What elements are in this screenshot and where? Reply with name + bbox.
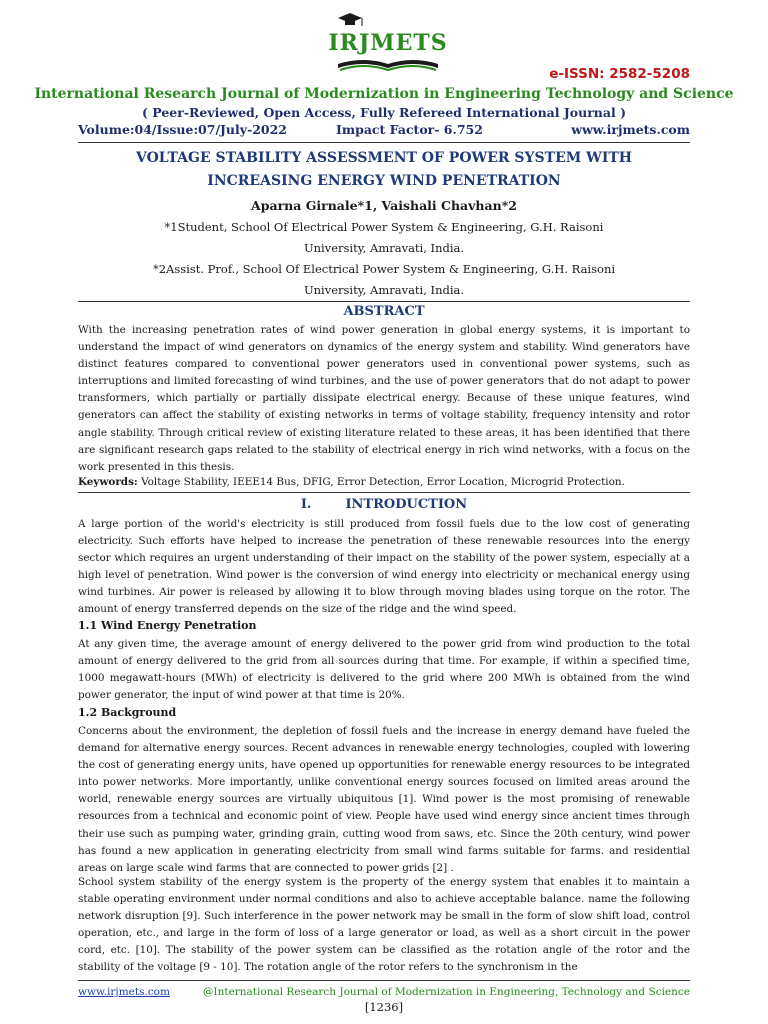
intro-paragraph-1: A large portion of the world's electricity is still produced from fossil fuels due to the low cost of generating electricity. Such efforts have helped to increase the penetration of these renewable resources into the energy sector which requires an urgent understanding of their impact on the stability of the power system, especially at a high level of penetration. Wind power is the conversion of wind energy into electricity or mechanical energy using wind turbines. Air power is released by allowing it to blow through moving blades using torque on the rotor. The amount of energy transferred depends on the size of the ridge and the wind speed. bbox=[78, 518, 690, 616]
intro-paragraph-3: Concerns about the environment, the depletion of fossil fuels and the increase in energy demand have fueled the demand for alternative energy sources. Recent advances in renewable energy technologies, coupled with lowering the cost of generating energy units, have opened up opportunities for renewable energy resources to be integrated into power networks. More importantly, unlike conventional energy sources focused on limited areas around the world, renewable energy sources are virtually ubiquitous [1]. Wind power is the most promising of renewable resources from a technical and economic point of view. People have used wind energy since ancient times through their use such as pumping water, grinding grain, cutting wood from saws, etc. Since the 20th century, wind power has found a new application in generating electricity from small wind farms suitable for farms. and residential areas on large scale wind farms that are connected to power grids [2] . bbox=[78, 725, 690, 874]
subsection-heading-1-1: 1.1 Wind Energy Penetration bbox=[78, 619, 257, 632]
intro-paragraph-4: School system stability of the energy system is the property of the energy system that enables it to maintain a stable operating environment under normal conditions and also to achieve acceptable balance. name the following network disruption [9]. Such interference in the power network may be small in the form of slow shift load, control operation, etc., and large in the form of loss of a large generator or load, as well as a short circuit in the power cord, etc. [10]. The stability of the power system can be classified as the rotation angle of the rotor and the stability of the voltage [9 - 10]. The rotation angle of the rotor refers to the synchronism in the bbox=[78, 876, 690, 974]
introduction-heading bbox=[0, 497, 768, 512]
footer-divider bbox=[78, 980, 690, 981]
header-divider bbox=[78, 142, 690, 143]
logo-text: IRJMETS bbox=[328, 30, 448, 56]
journal-logo bbox=[318, 12, 458, 84]
authors: Aparna Girnale*1, Vaishali Chavhan*2 bbox=[251, 198, 517, 213]
subsection-heading-1-2: 1.2 Background bbox=[78, 706, 177, 719]
peer-review-note: ( Peer-Reviewed, Open Access, Fully Refereed International Journal ) bbox=[142, 105, 626, 120]
intro-paragraph-2: At any given time, the average amount of energy delivered to the power grid from wind production to the total amount of energy delivered to the grid from all sources during that time. For example, if within a specified time, 1000 megawatt-hours (MWh) of electricity is delivered to the grid where 200 MWh is obtained from the wind power generator, the input of wind power at that time is 20%. bbox=[78, 638, 690, 702]
keywords-list: Voltage Stability, IEEE14 Bus, DFIG, Error Detection, Error Location, Microgrid Protection. bbox=[137, 476, 625, 488]
volume-issue: Volume:04/Issue:07/July-2022 bbox=[78, 122, 288, 137]
abstract-heading: ABSTRACT bbox=[343, 304, 425, 319]
journal-title: International Research Journal of Modernization in Engineering Technology and Science bbox=[34, 86, 734, 102]
abstract-divider bbox=[78, 492, 690, 493]
journal-website[interactable]: www.irjmets.com bbox=[571, 122, 690, 137]
keywords-label: Keywords: bbox=[78, 476, 138, 488]
paper-title-line-2: INCREASING ENERGY WIND PENETRATION bbox=[207, 173, 561, 189]
footer-website-link[interactable]: www.irjmets.com bbox=[78, 986, 170, 998]
affiliation-1-line-2: University, Amravati, India. bbox=[303, 241, 465, 255]
footer-copyright: @International Research Journal of Modernization in Engineering, Technology and Science bbox=[202, 986, 690, 998]
impact-factor: Impact Factor- 6.752 bbox=[336, 122, 483, 137]
abstract-text: With the increasing penetration rates of wind power generation in global energy systems, it is important to understand the impact of wind generators on dynamics of the energy system and stability. Wind generators have distinct features compared to conventional power generators used in conventional power systems, such as interruptions and limited forecasting of wind turbines, and the use of power generators that do not adapt to power transformers, which partially or partially dissipate electrical energy. Because of these unique features, wind generators can affect the stability of existing networks in terms of voltage stability, frequency intensity and rotor angle stability. Through critical review of existing literature related to these areas, it has been identified that there are significant research gaps related to the stability of electrical energy in rich wind networks, with a focus on the work presented in this thesis. bbox=[78, 324, 690, 473]
paper-title-line-1: VOLTAGE STABILITY ASSESSMENT OF POWER SYSTEM WITH bbox=[135, 150, 633, 166]
section-title: INTRODUCTION bbox=[345, 497, 468, 512]
affiliation-2-line-2: University, Amravati, India. bbox=[303, 283, 465, 297]
affiliation-1-line-1: *1Student, School Of Electrical Power System & Engineering, G.H. Raisoni bbox=[164, 220, 604, 234]
keywords bbox=[78, 476, 690, 488]
title-divider bbox=[78, 301, 690, 302]
eissn: e-ISSN: 2582-5208 bbox=[549, 66, 690, 82]
section-number: I. bbox=[300, 497, 312, 512]
affiliation-2-line-1: *2Assist. Prof., School Of Electrical Power System & Engineering, G.H. Raisoni bbox=[152, 262, 616, 276]
page-number: [1236] bbox=[364, 1000, 404, 1014]
